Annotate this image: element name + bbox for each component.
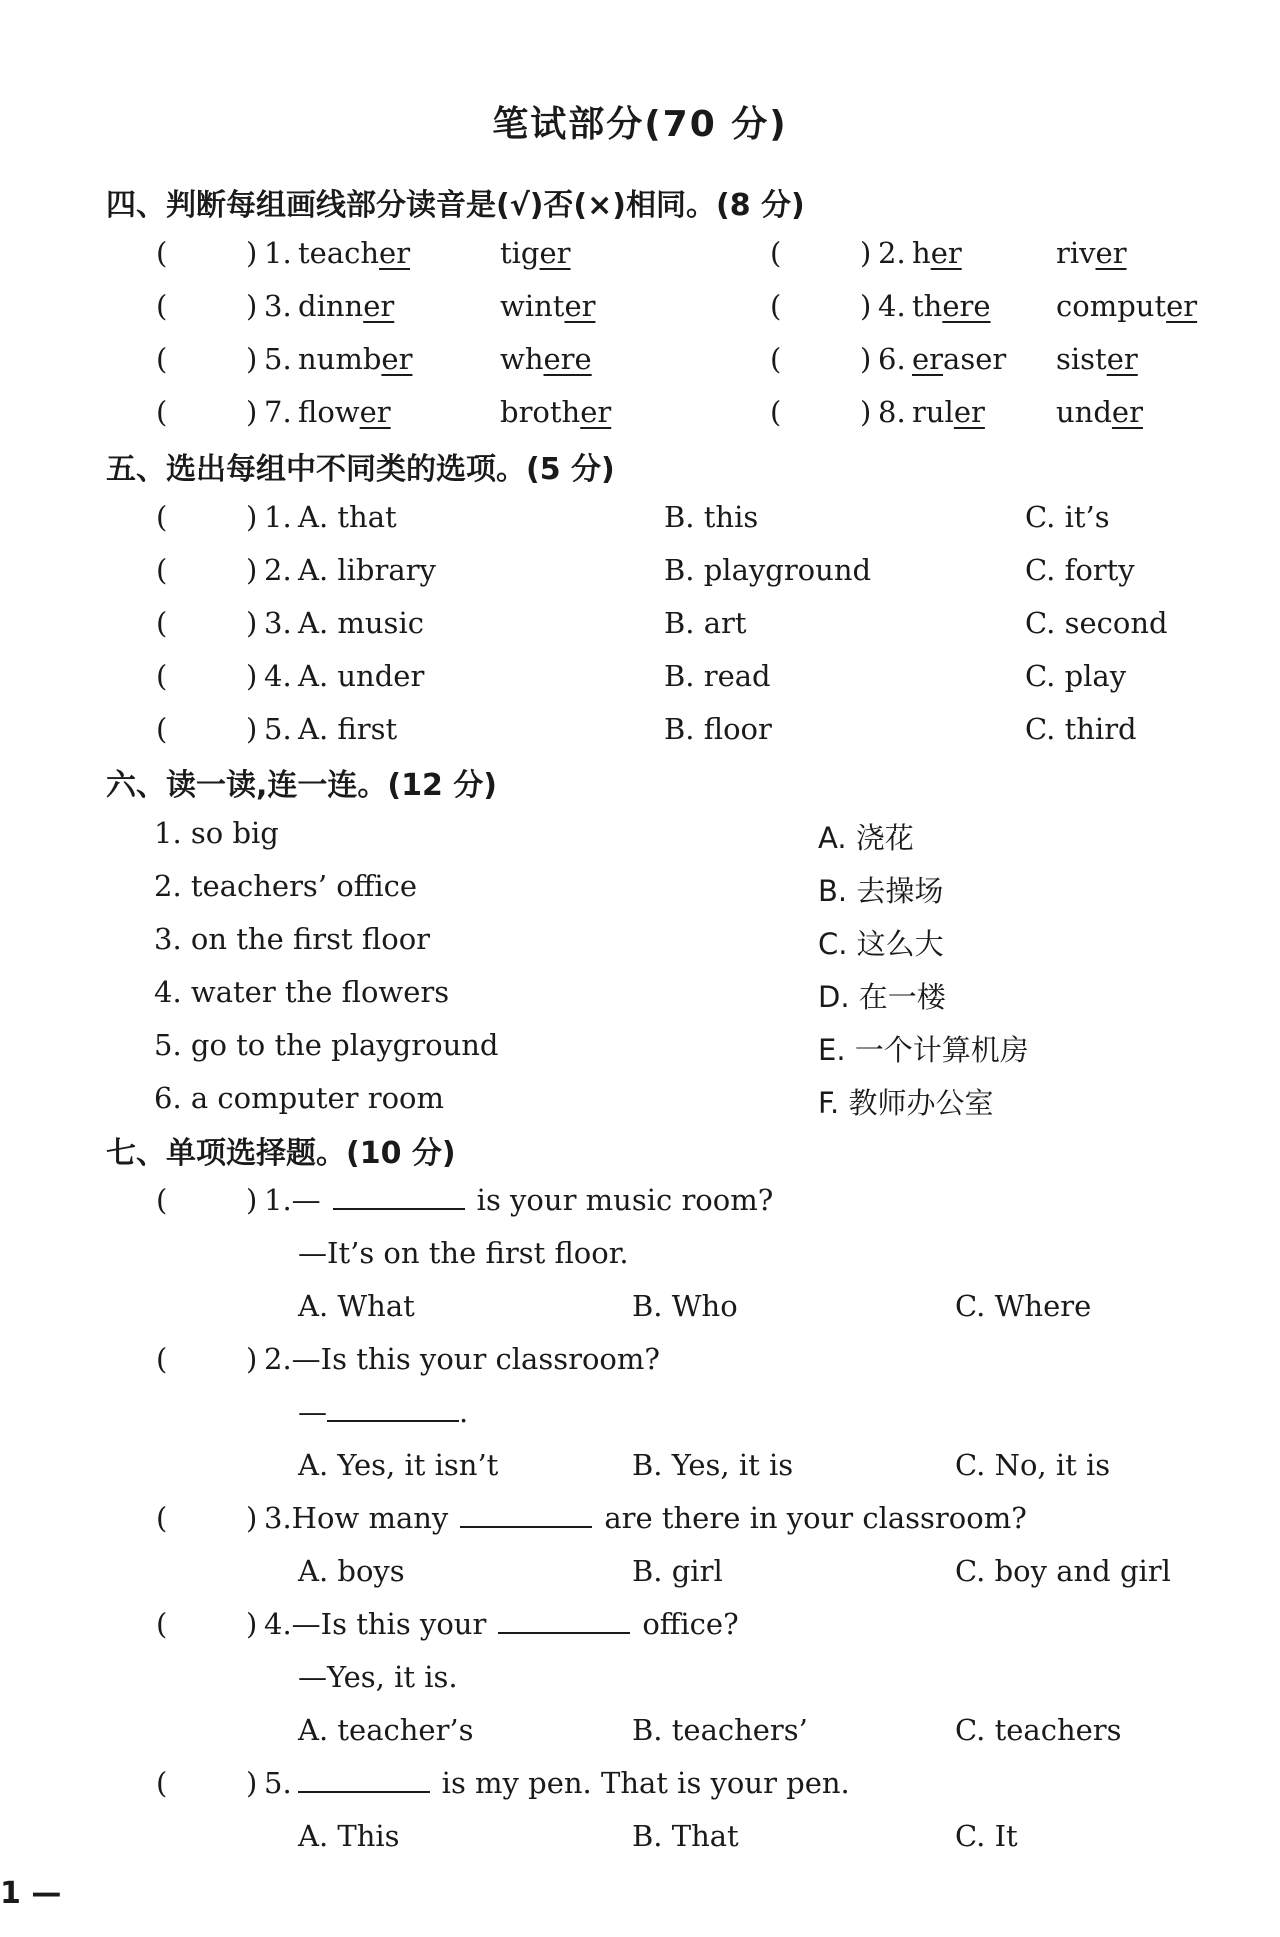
- option-c: C. Where: [955, 1289, 1092, 1323]
- answer-paren-open[interactable]: (: [156, 342, 168, 376]
- word: flower: [298, 395, 391, 429]
- page-number: 1 —: [0, 1876, 62, 1911]
- option-c: C. play: [1025, 659, 1127, 693]
- item-number: 2.: [264, 553, 292, 587]
- phonics-item: [614, 289, 1254, 333]
- word: eraser: [912, 342, 1007, 376]
- section-4-heading: 四、判断每组画线部分读音是(√)否(×)相同。(8 分): [106, 188, 805, 223]
- word: computer: [1056, 289, 1198, 323]
- word: tiger: [500, 236, 571, 270]
- underlined-letters: er: [1095, 236, 1127, 270]
- match-english[interactable]: 6. a computer room: [154, 1081, 445, 1115]
- underlined-letters: er: [363, 289, 395, 323]
- mc-question-2: ( ) 2.—Is this your classroom?: [156, 1342, 660, 1376]
- phonics-item: [0, 342, 640, 386]
- underlined-letters: er: [580, 395, 612, 429]
- option-b: B. art: [664, 606, 747, 640]
- underlined-letters: er: [1106, 342, 1138, 376]
- answer-paren-close: ): [860, 342, 872, 376]
- match-item: [0, 816, 1280, 860]
- item-number: 1.: [264, 236, 292, 270]
- option-b: B. read: [664, 659, 771, 693]
- underlined-letters: er: [953, 395, 985, 429]
- answer-paren-open[interactable]: (: [156, 500, 168, 534]
- phonics-item: [0, 395, 640, 439]
- word: river: [1056, 236, 1127, 270]
- answer-paren-close: ): [246, 500, 258, 534]
- question-text: 3.How many are there in your classroom?: [264, 1501, 1027, 1535]
- answer-paren-close: ): [860, 236, 872, 270]
- match-item: [0, 922, 1280, 966]
- section-7-heading: 七、单项选择题。(10 分): [106, 1136, 456, 1171]
- answer-paren-close: ): [246, 289, 258, 323]
- question-answer-line: — .: [298, 1395, 469, 1429]
- underlined-letters: er: [564, 289, 596, 323]
- match-item: [0, 975, 1280, 1019]
- underlined-letters: ere: [942, 289, 991, 323]
- answer-paren-open[interactable]: (: [156, 553, 168, 587]
- option-b: B. Who: [632, 1289, 738, 1323]
- option-b: B. That: [632, 1819, 739, 1853]
- mc-options-5: [0, 1819, 1280, 1863]
- answer-paren-open[interactable]: (: [156, 236, 168, 270]
- underlined-letters: er: [930, 236, 962, 270]
- word: dinner: [298, 289, 395, 323]
- item-number: 3.: [264, 606, 292, 640]
- item-number: 4.: [264, 659, 292, 693]
- match-chinese[interactable]: B. 去操场: [818, 874, 944, 908]
- underlined-letters: er: [359, 395, 391, 429]
- match-english[interactable]: 2. teachers’ office: [154, 869, 417, 903]
- answer-paren-open[interactable]: (: [156, 606, 168, 640]
- answer-paren-close: ): [246, 236, 258, 270]
- phonics-item: [614, 395, 1254, 439]
- option-a: A. teacher’s: [298, 1713, 474, 1747]
- word: where: [500, 342, 592, 376]
- option-a: A. This: [298, 1819, 400, 1853]
- item-number: 2.: [878, 236, 906, 270]
- mc-options-1: [0, 1289, 1280, 1333]
- word: under: [1056, 395, 1143, 429]
- underlined-letters: er: [1166, 289, 1198, 323]
- answer-paren-close: ): [860, 289, 872, 323]
- word: her: [912, 236, 962, 270]
- mc-question-1: ( ) 1.— is your music room?: [156, 1183, 774, 1217]
- answer-paren-close: ): [246, 553, 258, 587]
- question-answer-line: —Yes, it is.: [298, 1660, 458, 1694]
- match-chinese[interactable]: A. 浇花: [818, 821, 914, 855]
- answer-paren-close: ): [246, 659, 258, 693]
- page-title: 笔试部分(70 分): [492, 104, 788, 145]
- answer-blank[interactable]: [498, 1608, 630, 1634]
- option-a: A. first: [298, 712, 398, 746]
- answer-paren-open[interactable]: (: [156, 289, 168, 323]
- odd-one-out-item: [0, 553, 1280, 597]
- match-item: [0, 1028, 1280, 1072]
- option-b: B. this: [664, 500, 759, 534]
- answer-paren-open[interactable]: (: [156, 395, 168, 429]
- underlined-letters: er: [379, 236, 411, 270]
- mc-question-4: ( ) 4.—Is this your office?: [156, 1607, 739, 1641]
- underlined-letters: er: [912, 342, 944, 376]
- answer-blank[interactable]: [460, 1502, 592, 1528]
- question-text: 1.— is your music room?: [264, 1183, 774, 1217]
- option-b: B. floor: [664, 712, 772, 746]
- odd-one-out-item: [0, 606, 1280, 650]
- question-text: 5. is my pen. That is your pen.: [264, 1766, 850, 1800]
- option-c: C. third: [1025, 712, 1137, 746]
- match-item: [0, 1081, 1280, 1125]
- option-b: B. playground: [664, 553, 872, 587]
- option-a: A. What: [298, 1289, 415, 1323]
- match-chinese[interactable]: C. 这么大: [818, 927, 944, 961]
- mc-question-3: ( ) 3.How many are there in your classroom?: [156, 1501, 1027, 1535]
- word: number: [298, 342, 413, 376]
- underlined-letters: er: [539, 236, 571, 270]
- option-a: A. under: [298, 659, 425, 693]
- word: brother: [500, 395, 612, 429]
- word: ruler: [912, 395, 985, 429]
- section-6-heading: 六、读一读,连一连。(12 分): [106, 768, 498, 803]
- item-number: 5.: [264, 712, 292, 746]
- match-english[interactable]: 5. go to the playground: [154, 1028, 499, 1062]
- option-a: A. boys: [298, 1554, 405, 1588]
- item-number: 3.: [264, 289, 292, 323]
- mc-options-3: [0, 1554, 1280, 1598]
- answer-blank[interactable]: [298, 1767, 430, 1793]
- underlined-letters: ere: [543, 342, 592, 376]
- match-chinese[interactable]: D. 在一楼: [818, 980, 946, 1014]
- phonics-item: [614, 236, 1254, 280]
- question-answer-line: —It’s on the first floor.: [298, 1236, 629, 1270]
- option-c: C. forty: [1025, 553, 1135, 587]
- mc-options-2: [0, 1448, 1280, 1492]
- word: sister: [1056, 342, 1138, 376]
- answer-paren-open[interactable]: (: [156, 659, 168, 693]
- item-number: 7.: [264, 395, 292, 429]
- answer-paren-open[interactable]: (: [156, 712, 168, 746]
- section-5-heading: 五、选出每组中不同类的选项。(5 分): [106, 452, 615, 487]
- mc-question-5: ( ) 5. is my pen. That is your pen.: [156, 1766, 850, 1800]
- question-text: 2.—Is this your classroom?: [264, 1342, 660, 1376]
- match-english[interactable]: 3. on the first floor: [154, 922, 431, 956]
- match-chinese[interactable]: F. 教师办公室: [818, 1086, 994, 1120]
- answer-paren-close: ): [860, 395, 872, 429]
- answer-paren-open[interactable]: (: [770, 236, 782, 270]
- option-b: B. teachers’: [632, 1713, 808, 1747]
- item-number: 4.: [878, 289, 906, 323]
- option-c: C. No, it is: [955, 1448, 1111, 1482]
- word: winter: [500, 289, 596, 323]
- option-a: A. library: [298, 553, 436, 587]
- item-number: 6.: [878, 342, 906, 376]
- answer-paren-open[interactable]: (: [770, 289, 782, 323]
- match-english[interactable]: 1. so big: [154, 816, 279, 850]
- item-number: 1.: [264, 500, 292, 534]
- option-a: A. Yes, it isn’t: [298, 1448, 499, 1482]
- match-english[interactable]: 4. water the flowers: [154, 975, 450, 1009]
- odd-one-out-item: [0, 712, 1280, 756]
- underlined-letters: er: [1111, 395, 1143, 429]
- phonics-item: [0, 236, 640, 280]
- word: there: [912, 289, 991, 323]
- phonics-item: [614, 342, 1254, 386]
- underlined-letters: er: [381, 342, 413, 376]
- odd-one-out-item: [0, 500, 1280, 544]
- answer-paren-close: ): [246, 395, 258, 429]
- match-item: [0, 869, 1280, 913]
- match-chinese[interactable]: E. 一个计算机房: [818, 1033, 1029, 1067]
- item-number: 8.: [878, 395, 906, 429]
- option-c: C. second: [1025, 606, 1168, 640]
- option-c: C. It: [955, 1819, 1018, 1853]
- option-c: C. teachers: [955, 1713, 1122, 1747]
- option-b: B. Yes, it is: [632, 1448, 794, 1482]
- answer-paren-close: ): [246, 606, 258, 640]
- answer-blank[interactable]: [327, 1396, 459, 1422]
- option-b: B. girl: [632, 1554, 723, 1588]
- option-a: A. that: [298, 500, 397, 534]
- option-c: C. boy and girl: [955, 1554, 1171, 1588]
- option-c: C. it’s: [1025, 500, 1110, 534]
- word: teacher: [298, 236, 411, 270]
- item-number: 5.: [264, 342, 292, 376]
- answer-paren-open[interactable]: (: [770, 395, 782, 429]
- answer-blank[interactable]: [333, 1184, 465, 1210]
- answer-paren-open[interactable]: (: [770, 342, 782, 376]
- odd-one-out-item: [0, 659, 1280, 703]
- answer-paren-close: ): [246, 342, 258, 376]
- mc-options-4: [0, 1713, 1280, 1757]
- question-text: 4.—Is this your office?: [264, 1607, 739, 1641]
- phonics-item: [0, 289, 640, 333]
- option-a: A. music: [298, 606, 424, 640]
- answer-paren-close: ): [246, 712, 258, 746]
